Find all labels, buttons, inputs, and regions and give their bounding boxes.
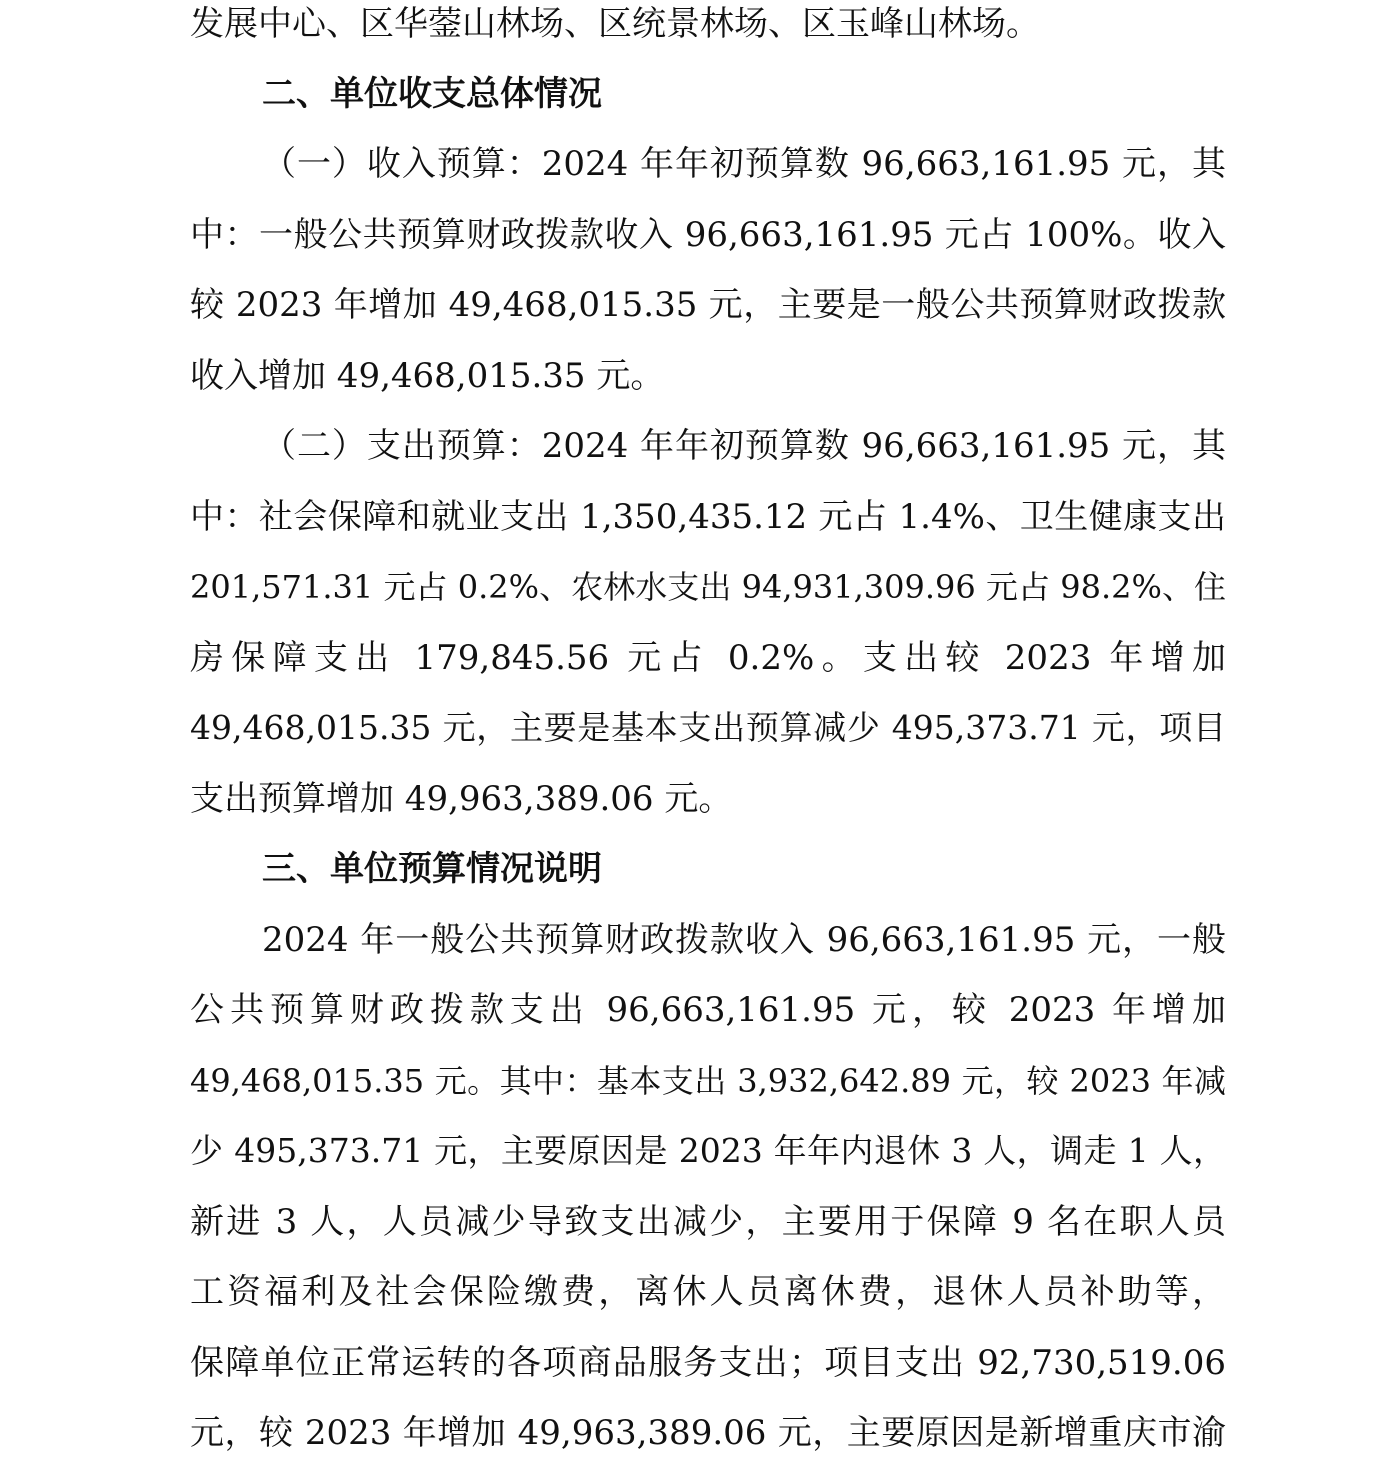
text-line: 收入增加 49,468,015.35 元。	[190, 356, 665, 396]
text-line: 中：一般公共预算财政拨款收入 96,663,161.95 元占 100%。收入	[190, 215, 1226, 255]
text-line: 201,571.31 元占 0.2%、农林水支出 94,931,309.96 元占 98.2%、住	[190, 568, 1226, 606]
text-line: 49,468,015.35 元，主要是基本支出预算减少 495,373.71 元，项目	[190, 708, 1226, 747]
text-line: （一）收入预算：2024 年年初预算数 96,663,161.95 元，其	[262, 144, 1226, 184]
text-line: 49,468,015.35 元。其中：基本支出 3,932,642.89 元，较 2023 年减	[190, 1062, 1226, 1100]
text-line: 2024 年一般公共预算财政拨款收入 96,663,161.95 元，一般	[262, 920, 1226, 960]
text-line: 新进 3 人，人员减少导致支出减少，主要用于保障 9 名在职人员	[190, 1202, 1226, 1242]
section-heading-income-expenditure: 二、单位收支总体情况	[262, 74, 602, 114]
text-line: 支出预算增加 49,963,389.06 元。	[190, 779, 733, 819]
text-line: 少 495,373.71 元，主要原因是 2023 年年内退休 3 人，调走 1 人，	[190, 1131, 1226, 1170]
text-line: 公共预算财政拨款支出 96,663,161.95 元，较 2023 年增加	[190, 990, 1226, 1030]
text-line: 较 2023 年增加 49,468,015.35 元，主要是一般公共预算财政拨款	[190, 285, 1226, 325]
text-line: 发展中心、区华蓥山林场、区统景林场、区玉峰山林场。	[190, 4, 1040, 44]
text-line: 房保障支出 179,845.56 元占 0.2%。支出较 2023 年增加	[190, 638, 1226, 678]
text-line: （二）支出预算：2024 年年初预算数 96,663,161.95 元，其	[262, 426, 1226, 466]
text-line: 保障单位正常运转的各项商品服务支出；项目支出 92,730,519.06	[190, 1343, 1226, 1383]
text-line: 工资福利及社会保险缴费，离休人员离休费，退休人员补助等，	[190, 1272, 1226, 1312]
text-line: 中：社会保障和就业支出 1,350,435.12 元占 1.4%、卫生健康支出	[190, 497, 1226, 537]
section-heading-budget-explanation: 三、单位预算情况说明	[262, 849, 602, 889]
text-line: 元，较 2023 年增加 49,963,389.06 元，主要原因是新增重庆市渝	[190, 1413, 1226, 1453]
